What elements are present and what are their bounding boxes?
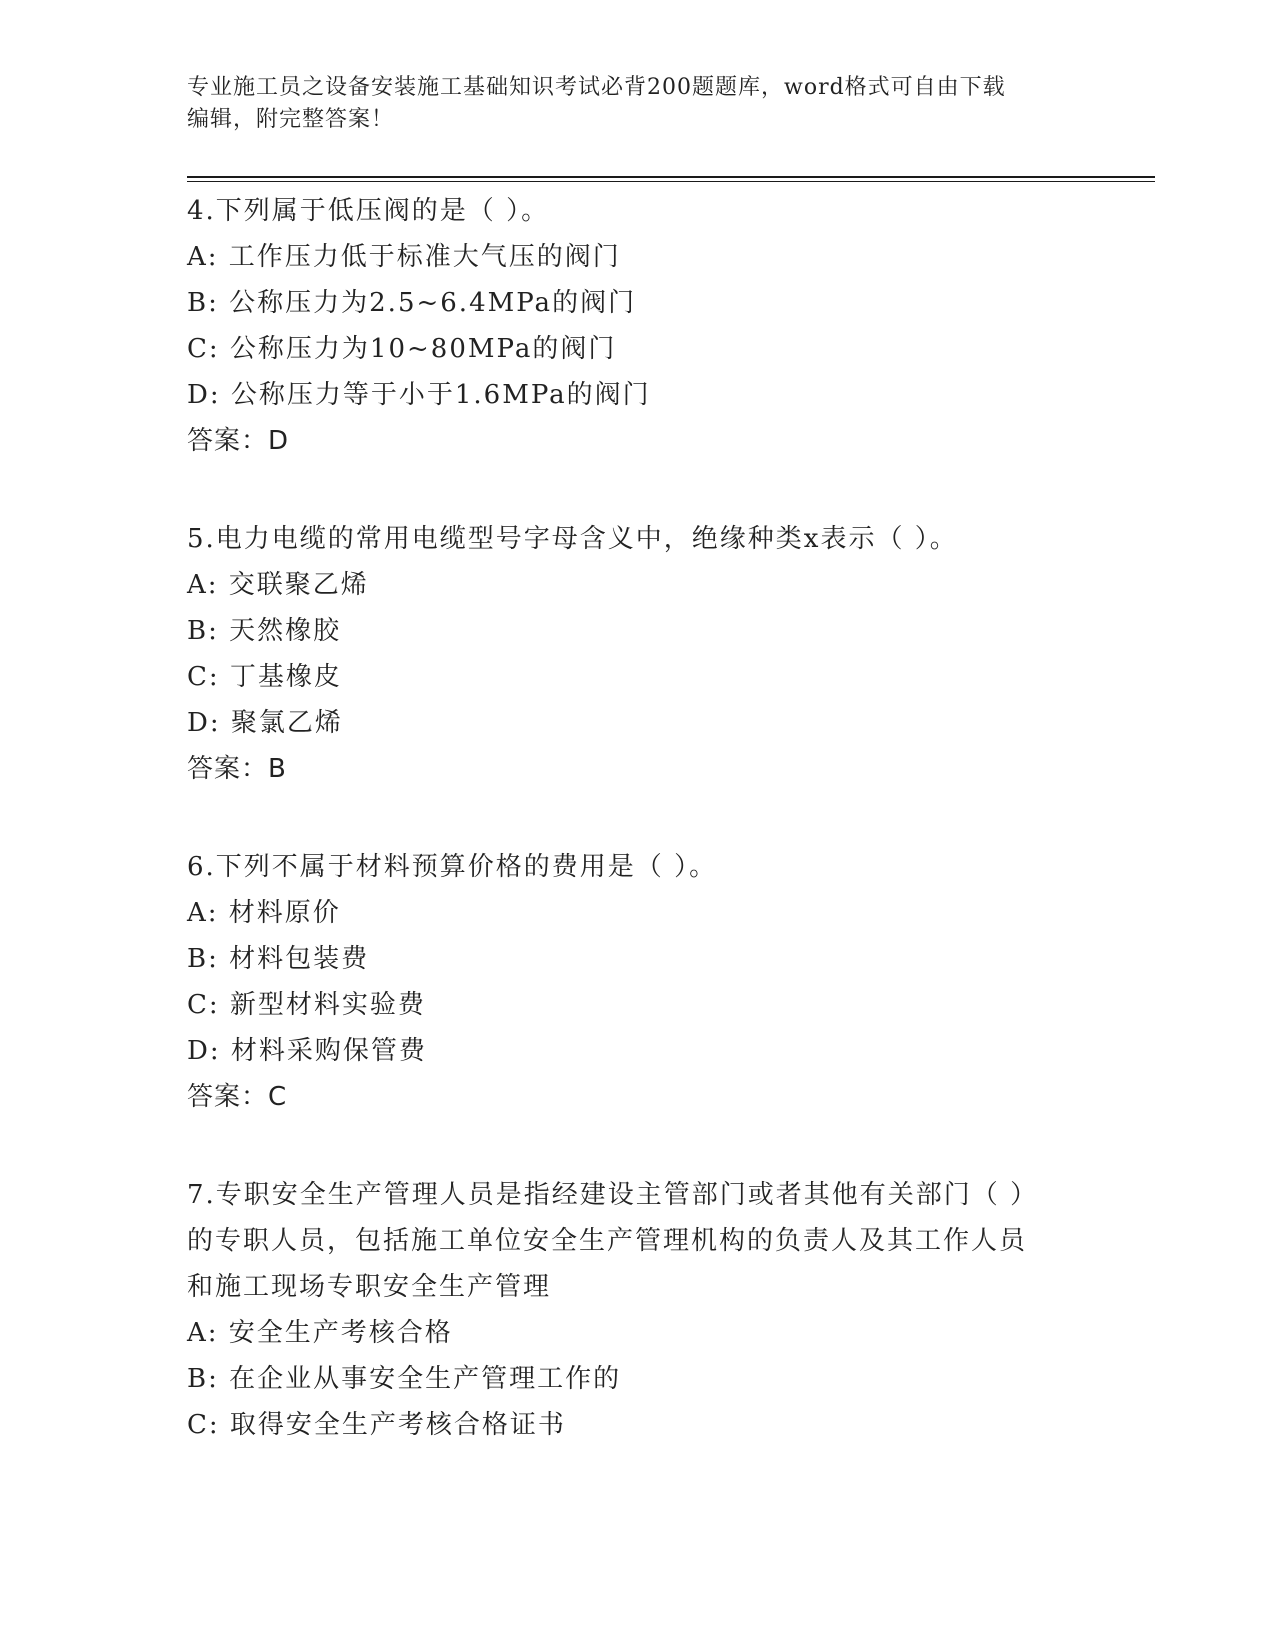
option-c: C: 新型材料实验费 [187,990,426,1020]
option-b: B: 天然橡胶 [187,616,342,646]
question-6 [187,844,1087,1120]
header-divider-thin [187,181,1155,182]
header-divider-thick [187,176,1155,178]
question-stem: 6.下列不属于材料预算价格的费用是（ ）。 [187,852,718,882]
option-a: A: 材料原价 [187,898,341,928]
question-stem-line-1: 7.专职安全生产管理人员是指经建设主管部门或者其他有关部门（ ） [187,1180,1039,1210]
question-stem-line-3: 和施工现场专职安全生产管理 [187,1272,552,1302]
option-c: C: 取得安全生产考核合格证书 [187,1410,566,1440]
question-5 [187,516,1087,792]
question-stem: 5.电力电缆的常用电缆型号字母含义中，绝缘种类x表示（ ）。 [187,524,958,554]
header-line-1: 专业施工员之设备安装施工基础知识考试必背200题题库，word格式可自由下载 [187,75,1006,100]
option-d: D: 聚氯乙烯 [187,708,343,738]
option-a: A: 工作压力低于标准大气压的阀门 [187,242,621,272]
answer-label: 答案：C [187,1082,288,1112]
question-4 [187,188,1087,464]
answer-label: 答案：B [187,754,287,784]
option-d: D: 材料采购保管费 [187,1036,427,1066]
question-stem: 4.下列属于低压阀的是（ ）。 [187,196,550,226]
option-c: C: 丁基橡皮 [187,662,342,692]
option-d: D: 公称压力等于小于1.6MPa的阀门 [187,380,651,410]
option-b: B: 在企业从事安全生产管理工作的 [187,1364,622,1394]
option-c: C: 公称压力为10~80MPa的阀门 [187,334,617,364]
document-header [187,72,1067,136]
option-a: A: 安全生产考核合格 [187,1318,453,1348]
question-7 [187,1172,1087,1448]
option-b: B: 材料包装费 [187,944,370,974]
question-stem-line-2: 的专职人员，包括施工单位安全生产管理机构的负责人及其工作人员 [187,1226,1028,1256]
header-line-2: 编辑，附完整答案！ [187,107,395,132]
question-list [187,188,1087,1500]
option-a: A: 交联聚乙烯 [187,570,369,600]
answer-label: 答案：D [187,426,290,456]
option-b: B: 公称压力为2.5~6.4MPa的阀门 [187,288,637,318]
